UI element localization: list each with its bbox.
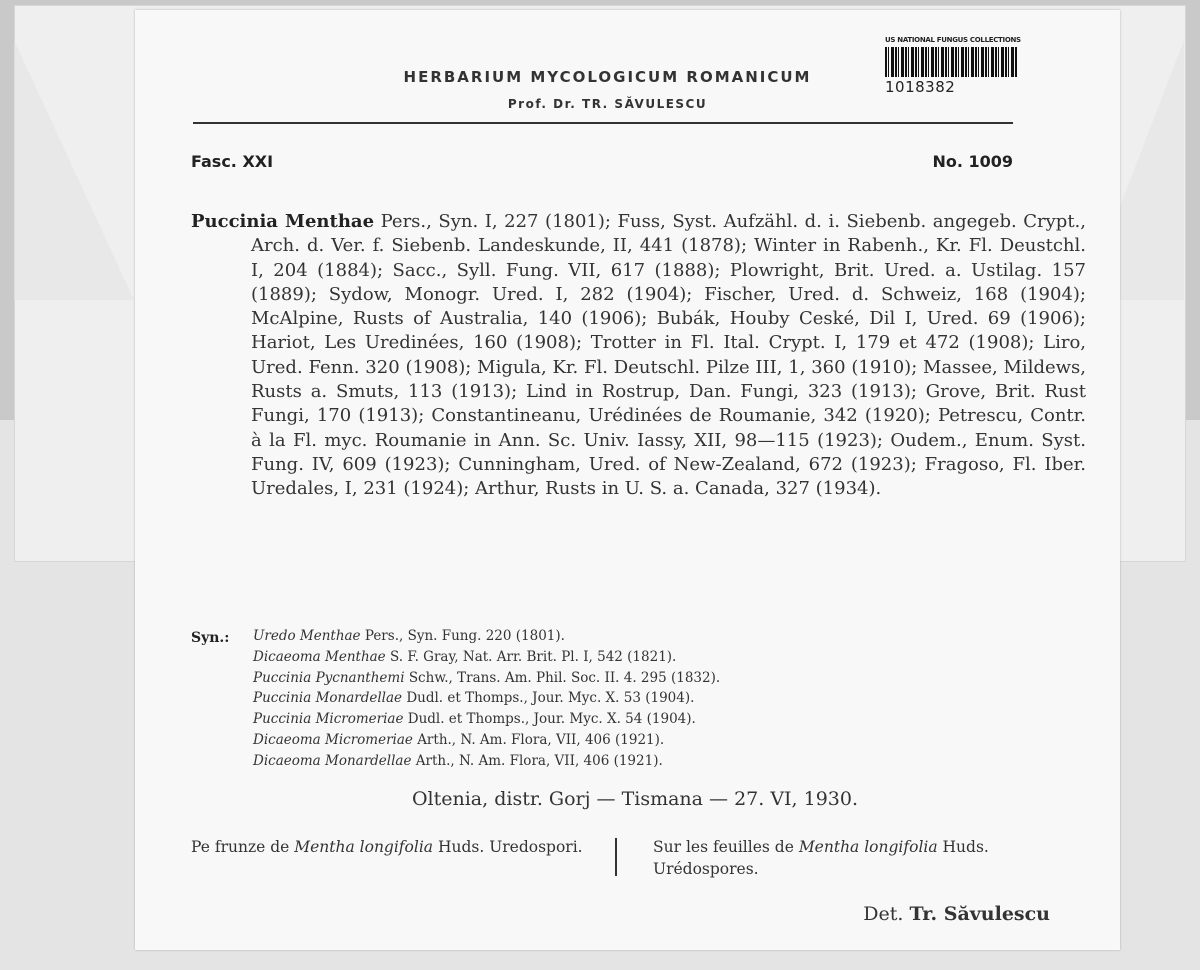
host-fr-suffix: Huds. Urédospores.	[653, 838, 989, 878]
synonym-name: Puccinia Micromeriae	[253, 711, 404, 728]
synonym-item	[253, 709, 1013, 730]
specimen-number: No. 1009	[932, 152, 1013, 171]
synonym-ref: Schw., Trans. Am. Phil. Soc. II. 4. 295 (1832).	[408, 669, 721, 686]
host-romanian	[191, 836, 621, 858]
host-ro-suffix: Huds. Uredospori.	[437, 838, 583, 856]
collection-locality: Oltenia, distr. Gorj — Tismana — 27. VI, 1930.	[411, 788, 859, 810]
synonym-ref: Dudl. et Thomps., Jour. Myc. X. 53 (1904).	[406, 690, 695, 707]
envelope-flap-left	[14, 40, 134, 300]
determiner-name: Tr. Săvulescu	[909, 903, 1050, 925]
determiner	[863, 903, 1050, 925]
host-fr-prefix: Sur les feuilles de	[653, 838, 794, 856]
determiner-prefix: Det.	[863, 903, 904, 925]
herbarium-title: HERBARIUM MYCOLOGICUM ROMANICUM	[403, 68, 812, 86]
host-ro-plant: Mentha longifolia	[294, 838, 434, 856]
host-fr-plant: Mentha longifolia	[798, 838, 938, 856]
column-divider	[615, 838, 617, 876]
synonym-ref: Arth., N. Am. Flora, VII, 406 (1921).	[415, 752, 663, 769]
synonym-item	[253, 751, 1013, 772]
herbarium-subtitle: Prof. Dr. TR. SĂVULESCU	[507, 97, 708, 111]
fascicle: Fasc. XXI	[191, 152, 274, 171]
synonyms-label: Syn.:	[191, 630, 230, 646]
barcode-sticker	[885, 36, 1025, 108]
synonym-ref: Dudl. et Thomps., Jour. Myc. X. 54 (1904).	[407, 711, 696, 728]
header-rule	[193, 122, 1013, 124]
host-ro-prefix: Pe frunze de	[191, 838, 290, 856]
synonym-name: Dicaeoma Menthae	[253, 648, 386, 665]
synonym-ref: Arth., N. Am. Flora, VII, 406 (1921).	[417, 731, 665, 748]
synonym-ref: S. F. Gray, Nat. Arr. Brit. Pl. I, 542 (1821).	[389, 648, 677, 665]
species-citation	[191, 210, 1086, 502]
barcode-number: 1018382	[885, 78, 956, 96]
synonym-name: Dicaeoma Monardellae	[253, 752, 412, 769]
synonym-name: Puccinia Monardellae	[253, 690, 403, 707]
barcode-bars	[885, 47, 1017, 77]
synonym-name: Uredo Menthae	[253, 628, 361, 644]
synonym-item	[253, 647, 1013, 668]
synonym-item	[253, 688, 1013, 709]
synonym-item	[253, 730, 1013, 751]
barcode-caption: US NATIONAL FUNGUS COLLECTIONS	[885, 36, 1021, 44]
synonym-name: Dicaeoma Micromeriae	[253, 731, 413, 748]
host-french	[653, 836, 1053, 880]
synonym-ref: Pers., Syn. Fung. 220 (1801).	[364, 628, 565, 644]
synonym-item	[253, 668, 1013, 689]
herbarium-label	[135, 10, 1120, 950]
species-citations: Pers., Syn. I, 227 (1801); Fuss, Syst. Aufzähl. d. i. Siebenb. angegeb. Crypt., Arch. d. Ver. f. Siebenb. Landeskunde, II, 441 (1878); Winter in Rabenh., Kr. Fl. Deustchl. I, 204 (1884); Sacc., Syll. Fung. VII, 617 (1888); Plowright, Brit. Ured. a. Ustilag. 157 (1889); Sydow, Monogr. Ured. I, 282 (1904); Fischer, Ured. d. Schweiz, 168 (1904); McAlpine, Rusts of Australia, 140 (1906); Bubák, Houby Ceské, Dil I, Ured. 69 (1906); Hariot, Les Uredinées, 160 (1908); Trotter in Fl. Ital. Crypt. I, 179 et 472 (1908); Liro, Ured. Fenn. 320 (1908); Migula, Kr. Fl. Deutschl. Pilze III, 1, 360 (1910); Massee, Mildews, Rusts a. Smuts, 113 (1913); Lind in Rostrup, Dan. Fungi, 323 (1913); Grove, Brit. Rust Fungi, 170 (1913); Constantineanu, Urédinées de Roumanie, 342 (1920); Petrescu, Contr. à la Fl. myc. Roumanie in Ann. Sc. Univ. Iassy, XII, 98—115 (1923); Oudem., Enum. Syst. Fung. IV, 609 (1923); Cunningham, Ured. of New-Zealand, 672 (1923); Fragoso, Fl. Iber. Uredales, I, 231 (1924); Arthur, Rusts in U. S. a. Canada, 327 (1934).	[251, 211, 1086, 500]
synonym-name: Puccinia Pycnanthemi	[253, 669, 405, 686]
synonym-item	[253, 626, 1013, 647]
species-name: Puccinia Menthae	[191, 211, 375, 232]
synonyms-list	[253, 626, 1013, 772]
